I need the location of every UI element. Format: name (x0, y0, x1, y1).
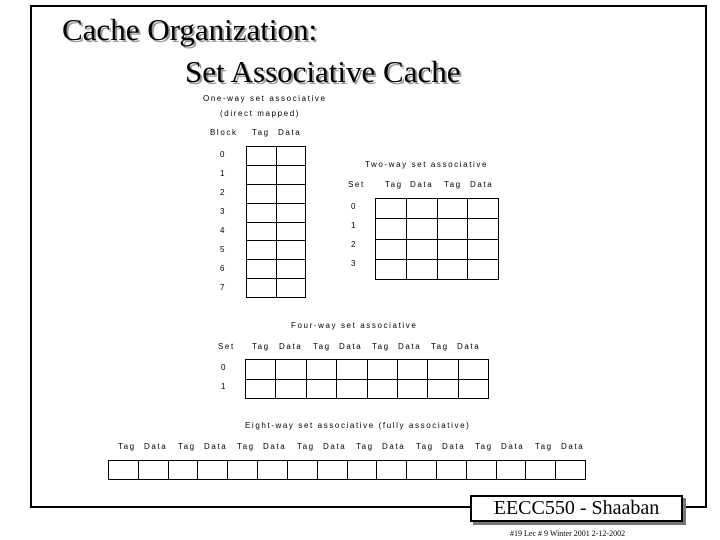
eight-way-cell (317, 461, 347, 480)
eight-way-col-label: Tag (416, 442, 434, 451)
two-way-cell (437, 199, 468, 219)
one-way-cell (276, 222, 306, 241)
four-way-col-label: Data (279, 342, 303, 351)
four-way-cell (276, 360, 306, 380)
two-way-cell (406, 199, 437, 219)
one-way-row-label: 0 (220, 150, 227, 159)
eight-way-col-label: Tag (297, 442, 315, 451)
one-way-cell (247, 184, 277, 203)
two-way-col-label: Tag (444, 180, 462, 189)
eight-way-col-label: Data (442, 442, 466, 451)
two-way-col-label: Data (410, 180, 434, 189)
four-way-cell (367, 379, 397, 399)
eight-way-cell (287, 461, 317, 480)
eight-way-cell (138, 461, 168, 480)
eight-way-col-label: Tag (118, 442, 136, 451)
four-way-col-set: Set (218, 342, 235, 351)
eight-way-col-label: Tag (475, 442, 493, 451)
two-way-cell (437, 259, 468, 279)
two-way-cell (376, 259, 407, 279)
one-way-row-label: 2 (220, 188, 227, 197)
four-way-col-label: Tag (252, 342, 270, 351)
eight-way-cell (228, 461, 258, 480)
two-way-cell (468, 239, 499, 259)
four-way-cell (367, 360, 397, 380)
eight-way-cell (407, 461, 437, 480)
eight-way-cell (258, 461, 288, 480)
two-way-row-label: 1 (351, 221, 358, 230)
four-way-row (246, 360, 489, 380)
two-way-cell (468, 199, 499, 219)
four-way-cell (397, 360, 427, 380)
four-way-row (246, 379, 489, 399)
four-way-col-label: Tag (431, 342, 449, 351)
two-way-cell (376, 199, 407, 219)
four-way-cell (458, 360, 488, 380)
two-way-cell (406, 239, 437, 259)
two-way-cell (437, 219, 468, 239)
two-way-row (376, 239, 499, 259)
four-way-cell (458, 379, 488, 399)
one-way-cell (247, 147, 277, 166)
one-way-cell (276, 147, 306, 166)
one-way-cell (247, 165, 277, 184)
one-way-row-label: 6 (220, 264, 227, 273)
two-way-col-set: Set (348, 180, 365, 189)
one-way-cell (247, 241, 277, 260)
eight-way-cell (198, 461, 228, 480)
one-way-row (247, 147, 306, 166)
one-way-cell (247, 260, 277, 279)
eight-way-col-label: Tag (356, 442, 374, 451)
title-line-2: Set Associative Cache (185, 54, 461, 89)
four-way-cell (276, 379, 306, 399)
eight-way-col-label: Data (144, 442, 168, 451)
one-way-row (247, 184, 306, 203)
one-way-col-block: Block (210, 128, 238, 137)
four-way-table (245, 359, 489, 399)
eight-way-col-label: Tag (237, 442, 255, 451)
two-way-cell (468, 259, 499, 279)
four-way-cell (337, 360, 367, 380)
one-way-row (247, 260, 306, 279)
eight-way-cell (377, 461, 407, 480)
one-way-col-data: Data (278, 128, 302, 137)
two-way-heading: Two-way set associative (365, 160, 489, 169)
two-way-cell (468, 219, 499, 239)
eight-way-col-label: Data (561, 442, 585, 451)
one-way-cell (276, 260, 306, 279)
four-way-cell (428, 379, 458, 399)
two-way-row (376, 219, 499, 239)
four-way-cell (337, 379, 367, 399)
eight-way-table (108, 460, 586, 480)
two-way-cell (437, 239, 468, 259)
eight-way-cell (556, 461, 586, 480)
course-badge-text: EECC550 - Shaaban (493, 497, 660, 519)
one-way-row-label: 3 (220, 207, 227, 216)
eight-way-col-label: Tag (535, 442, 553, 451)
four-way-cell (428, 360, 458, 380)
eight-way-cell (168, 461, 198, 480)
one-way-cell (276, 165, 306, 184)
one-way-cell (276, 241, 306, 260)
one-way-row (247, 165, 306, 184)
one-way-cell (247, 279, 277, 298)
four-way-row-label: 1 (221, 382, 228, 391)
two-way-cell (406, 259, 437, 279)
two-way-col-label: Tag (385, 180, 403, 189)
four-way-col-label: Data (457, 342, 481, 351)
eight-way-cell (526, 461, 556, 480)
eight-way-cell (436, 461, 466, 480)
two-way-row-label: 3 (351, 259, 358, 268)
four-way-cell (306, 379, 336, 399)
two-way-cell (376, 239, 407, 259)
one-way-cell (276, 184, 306, 203)
eight-way-col-label: Data (382, 442, 406, 451)
four-way-col-label: Data (339, 342, 363, 351)
two-way-row-label: 2 (351, 240, 358, 249)
one-way-row (247, 241, 306, 260)
eight-way-cell (496, 461, 526, 480)
one-way-row (247, 203, 306, 222)
two-way-cell (376, 219, 407, 239)
four-way-row-label: 0 (221, 363, 228, 372)
one-way-row (247, 279, 306, 298)
one-way-subheading: (direct mapped) (220, 109, 301, 118)
four-way-col-label: Tag (313, 342, 331, 351)
four-way-cell (246, 379, 276, 399)
two-way-col-label: Data (470, 180, 494, 189)
two-way-row (376, 199, 499, 219)
four-way-cell (246, 360, 276, 380)
one-way-col-tag: Tag (252, 128, 270, 137)
eight-way-col-label: Data (323, 442, 347, 451)
one-way-row-label: 7 (220, 283, 227, 292)
eight-way-col-label: Tag (178, 442, 196, 451)
eight-way-row (109, 461, 586, 480)
one-way-cell (276, 203, 306, 222)
eight-way-col-label: Data (263, 442, 287, 451)
eight-way-col-label: Data (501, 442, 525, 451)
one-way-row (247, 222, 306, 241)
four-way-cell (306, 360, 336, 380)
slide-footer: #19 Lec # 9 Winter 2001 2-12-2002 (510, 529, 626, 538)
one-way-cell (247, 222, 277, 241)
two-way-cell (406, 219, 437, 239)
eight-way-cell (109, 461, 139, 480)
one-way-heading: One-way set associative (203, 94, 327, 103)
one-way-table (246, 146, 306, 298)
eight-way-col-label: Data (204, 442, 228, 451)
four-way-cell (397, 379, 427, 399)
course-badge (470, 495, 683, 522)
one-way-cell (276, 279, 306, 298)
two-way-row (376, 259, 499, 279)
one-way-cell (247, 203, 277, 222)
one-way-row-label: 4 (220, 226, 227, 235)
one-way-row-label: 5 (220, 245, 227, 254)
four-way-heading: Four-way set associative (291, 321, 418, 330)
four-way-col-label: Tag (372, 342, 390, 351)
eight-way-cell (347, 461, 377, 480)
one-way-row-label: 1 (220, 169, 227, 178)
two-way-table (375, 198, 499, 280)
eight-way-cell (466, 461, 496, 480)
two-way-row-label: 0 (351, 202, 358, 211)
four-way-col-label: Data (398, 342, 422, 351)
eight-way-heading: Eight-way set associative (fully associative) (245, 421, 471, 430)
title-line-1: Cache Organization: (62, 12, 318, 47)
